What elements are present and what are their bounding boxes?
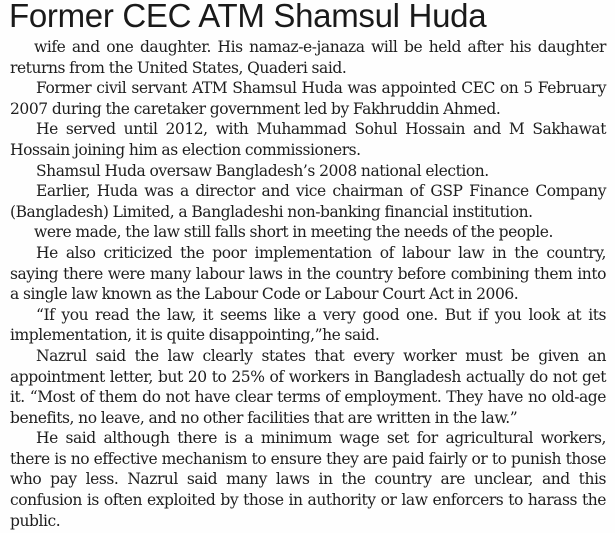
article-paragraph: He served until 2012, with Muhammad Sohul Hossain and M Sakhawat Hossain joining him as election commissioners. [10,120,606,159]
article-paragraph: Nazrul said the law clearly states that every worker must be given an appointment letter, but 20 to 25% of workers in Bangladesh actually do not get it. “Most of them do not have clear terms of employment. They have no old-age benefits, no leave, and no other facilities that are written in the law.” [10,346,606,427]
headline: Former CEC ATM Shamsul Huda [9,0,487,34]
article-paragraph: He also criticized the poor implementation of labour law in the country, saying there were many labour laws in the country before combining them into a single law known as the Labour Code or Labour Court Act in 2006. [10,243,606,304]
article-paragraph: wife and one daughter. His namaz-e-janaza will be held after his daughter returns from the United States, Quaderi said. [10,38,606,77]
article-paragraph: Shamsul Huda oversaw Bangladesh’s 2008 national election. [36,161,489,180]
article-paragraph: He said although there is a minimum wage set for agricultural workers, there is no effective mechanism to ensure they are paid fairly or to punish those who pay less. Nazrul said many laws in the country are unclear, and this confusion is often exploited by those in authority or law enforcers to harass the public. [10,429,606,530]
article-paragraph: “If you read the law, it seems like a very good one. But if you look at its implementation, it is quite disappointing,”he said. [10,305,606,345]
article-paragraph: were made, the law still falls short in meeting the needs of the people. [34,223,553,242]
article-paragraph: Earlier, Huda was a director and vice chairman of GSP Finance Company (Bangladesh) Limited, a Bangladeshi non-banking financial institution. [10,182,606,221]
article-body [10,37,606,531]
article-paragraph: Former civil servant ATM Shamsul Huda was appointed CEC on 5 February 2007 during the caretaker government led by Fakhruddin Ahmed. [10,79,606,118]
